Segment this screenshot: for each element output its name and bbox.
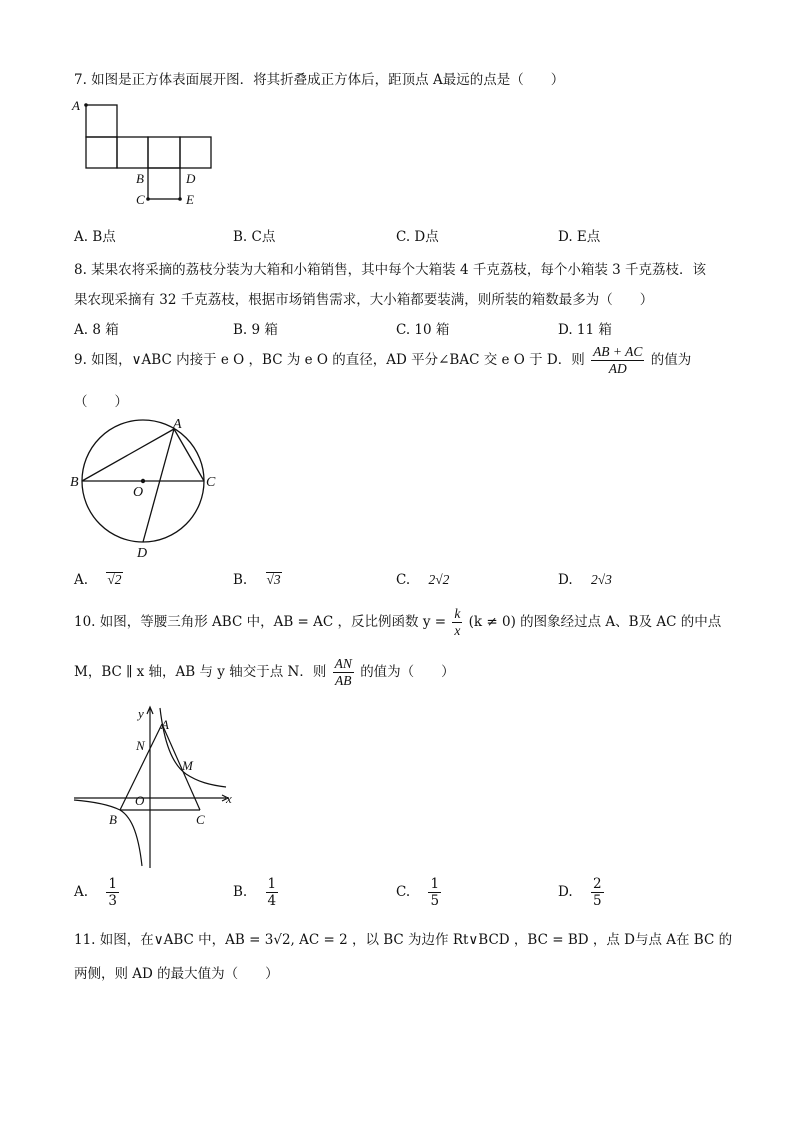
q10-label-n: N	[136, 738, 145, 753]
q9-stem-tail: 的值为	[650, 352, 692, 368]
q7-option-a[interactable]: A. B点	[74, 229, 116, 245]
q10-fraction-an-ab	[333, 656, 354, 689]
q7-option-c[interactable]: C. D点	[396, 229, 439, 245]
q10-option-c-num: 1	[430, 876, 440, 892]
q9-label-c: C	[206, 475, 216, 490]
q10-label-a: A	[161, 717, 169, 732]
q7-cube-net-figure	[68, 96, 228, 210]
q10-label-m: M	[182, 758, 193, 773]
q9-option-a-value: √2	[107, 572, 122, 587]
q10-frac-ab: AB	[335, 673, 352, 688]
q7-option-d[interactable]: D. E点	[558, 229, 601, 245]
q10-frac-x: x	[454, 623, 461, 638]
q9-circle-figure	[68, 412, 228, 564]
q10-label-y: y	[138, 706, 144, 721]
q10-option-c[interactable]	[396, 876, 443, 909]
q9-option-c-value: 2√2	[428, 572, 450, 587]
q9-label-d: D	[137, 546, 148, 561]
q7-label-c: C	[136, 192, 145, 207]
q9-stem	[74, 344, 691, 377]
q9-stem-line2: （ ）	[74, 394, 128, 410]
q9-option-d[interactable]	[558, 572, 612, 588]
q8-stem-line1: 8. 某果农将采摘的荔枝分装为大箱和小箱销售，其中每个大箱装 4 千克荔枝，每个小箱装 3 千克荔枝．该	[74, 262, 707, 278]
q8-option-a[interactable]: A. 8 箱	[74, 322, 119, 338]
q10-label-x: x	[226, 791, 232, 806]
q10-frac-an: AN	[334, 656, 352, 671]
q8-option-d[interactable]: D. 11 箱	[558, 322, 612, 338]
q10-option-b-fraction	[266, 876, 279, 909]
q10-option-d-num: 2	[592, 876, 602, 892]
q10-option-a-letter: A.	[74, 884, 89, 900]
q10-option-d-den: 5	[592, 893, 602, 909]
q10-option-d[interactable]	[558, 876, 606, 909]
q9-option-c-letter: C.	[396, 572, 411, 588]
q9-option-d-value: 2√3	[590, 572, 612, 587]
q10-frac-k: k	[454, 606, 461, 621]
q9-option-d-letter: D.	[558, 572, 573, 588]
q9-fraction	[591, 344, 644, 377]
q10-option-d-fraction	[591, 876, 604, 909]
q10-label-b: B	[109, 812, 117, 827]
q9-label-b: B	[70, 475, 79, 490]
q10-stem-tail: (k ≠ 0) 的图象经过点 A、B及 AC 的中点	[468, 614, 722, 630]
q9-option-a-letter: A.	[74, 572, 89, 588]
q9-stem-text: 9. 如图，∨ABC 内接于 e O ，BC 为 e O 的直径，AD 平分∠BAC 交 e O 于 D．则	[74, 352, 585, 368]
q7-label-d: D	[186, 171, 196, 186]
q10-option-b-letter: B.	[233, 884, 248, 900]
q10-option-a-num: 1	[108, 876, 117, 892]
q8-option-b[interactable]: B. 9 箱	[233, 322, 278, 338]
q11-stem-line1: 11. 如图，在∨ABC 中，AB = 3√2, AC = 2 ，以 BC 为边作 Rt∨BCD ，BC = BD ，点 D与点 A在 BC 的	[74, 932, 733, 948]
q7-stem: 7. 如图是正方体表面展开图．将其折叠成正方体后，距顶点 A最远的点是（ ）	[74, 72, 565, 88]
q10-option-b[interactable]	[233, 876, 280, 909]
q7-label-a: A	[72, 98, 80, 113]
q10-stem-line2-text: M，BC ∥ x 轴，AB 与 y 轴交于点 N．则	[74, 664, 327, 680]
q8-option-c[interactable]: C. 10 箱	[396, 322, 450, 338]
q10-option-c-letter: C.	[396, 884, 411, 900]
q7-option-b[interactable]: B. C点	[233, 229, 276, 245]
q9-label-a: A	[173, 417, 182, 432]
q11-stem-line2: 两侧，则 AD 的最大值为（ ）	[74, 966, 279, 982]
q9-label-o: O	[133, 485, 144, 500]
q9-fraction-numerator: AB + AC	[593, 344, 643, 359]
q10-fraction-kx	[452, 606, 462, 639]
q10-stem-line2-tail: 的值为（ ）	[360, 664, 455, 680]
q10-option-a-den: 3	[108, 893, 117, 909]
q10-stem-line1	[74, 606, 721, 639]
q10-option-c-den: 5	[430, 893, 440, 909]
q9-option-b-value: √3	[266, 572, 281, 587]
q9-option-b[interactable]	[233, 572, 282, 588]
q10-graph-figure	[68, 702, 248, 870]
q8-stem-line2: 果农现采摘有 32 千克荔枝，根据市场销售需求，大小箱都要装满，则所装的箱数最多为（ ）	[74, 292, 654, 308]
q9-option-b-letter: B.	[233, 572, 248, 588]
q10-label-o: O	[135, 793, 145, 808]
q10-option-b-den: 4	[267, 893, 277, 909]
q7-label-e: E	[186, 192, 194, 207]
q10-option-a[interactable]	[74, 876, 121, 909]
q10-stem-text: 10. 如图，等腰三角形 ABC 中，AB = AC ，反比例函数 y =	[74, 614, 447, 630]
q10-label-c: C	[196, 812, 205, 827]
q10-stem-line2	[74, 656, 455, 689]
q9-fraction-denominator: AD	[608, 361, 627, 376]
q10-option-c-fraction	[428, 876, 441, 909]
q10-option-b-num: 1	[267, 876, 277, 892]
q9-option-c[interactable]	[396, 572, 449, 588]
q9-option-a[interactable]	[74, 572, 123, 588]
q7-label-b: B	[136, 171, 144, 186]
q10-option-d-letter: D.	[558, 884, 573, 900]
q10-option-a-fraction	[106, 876, 119, 909]
